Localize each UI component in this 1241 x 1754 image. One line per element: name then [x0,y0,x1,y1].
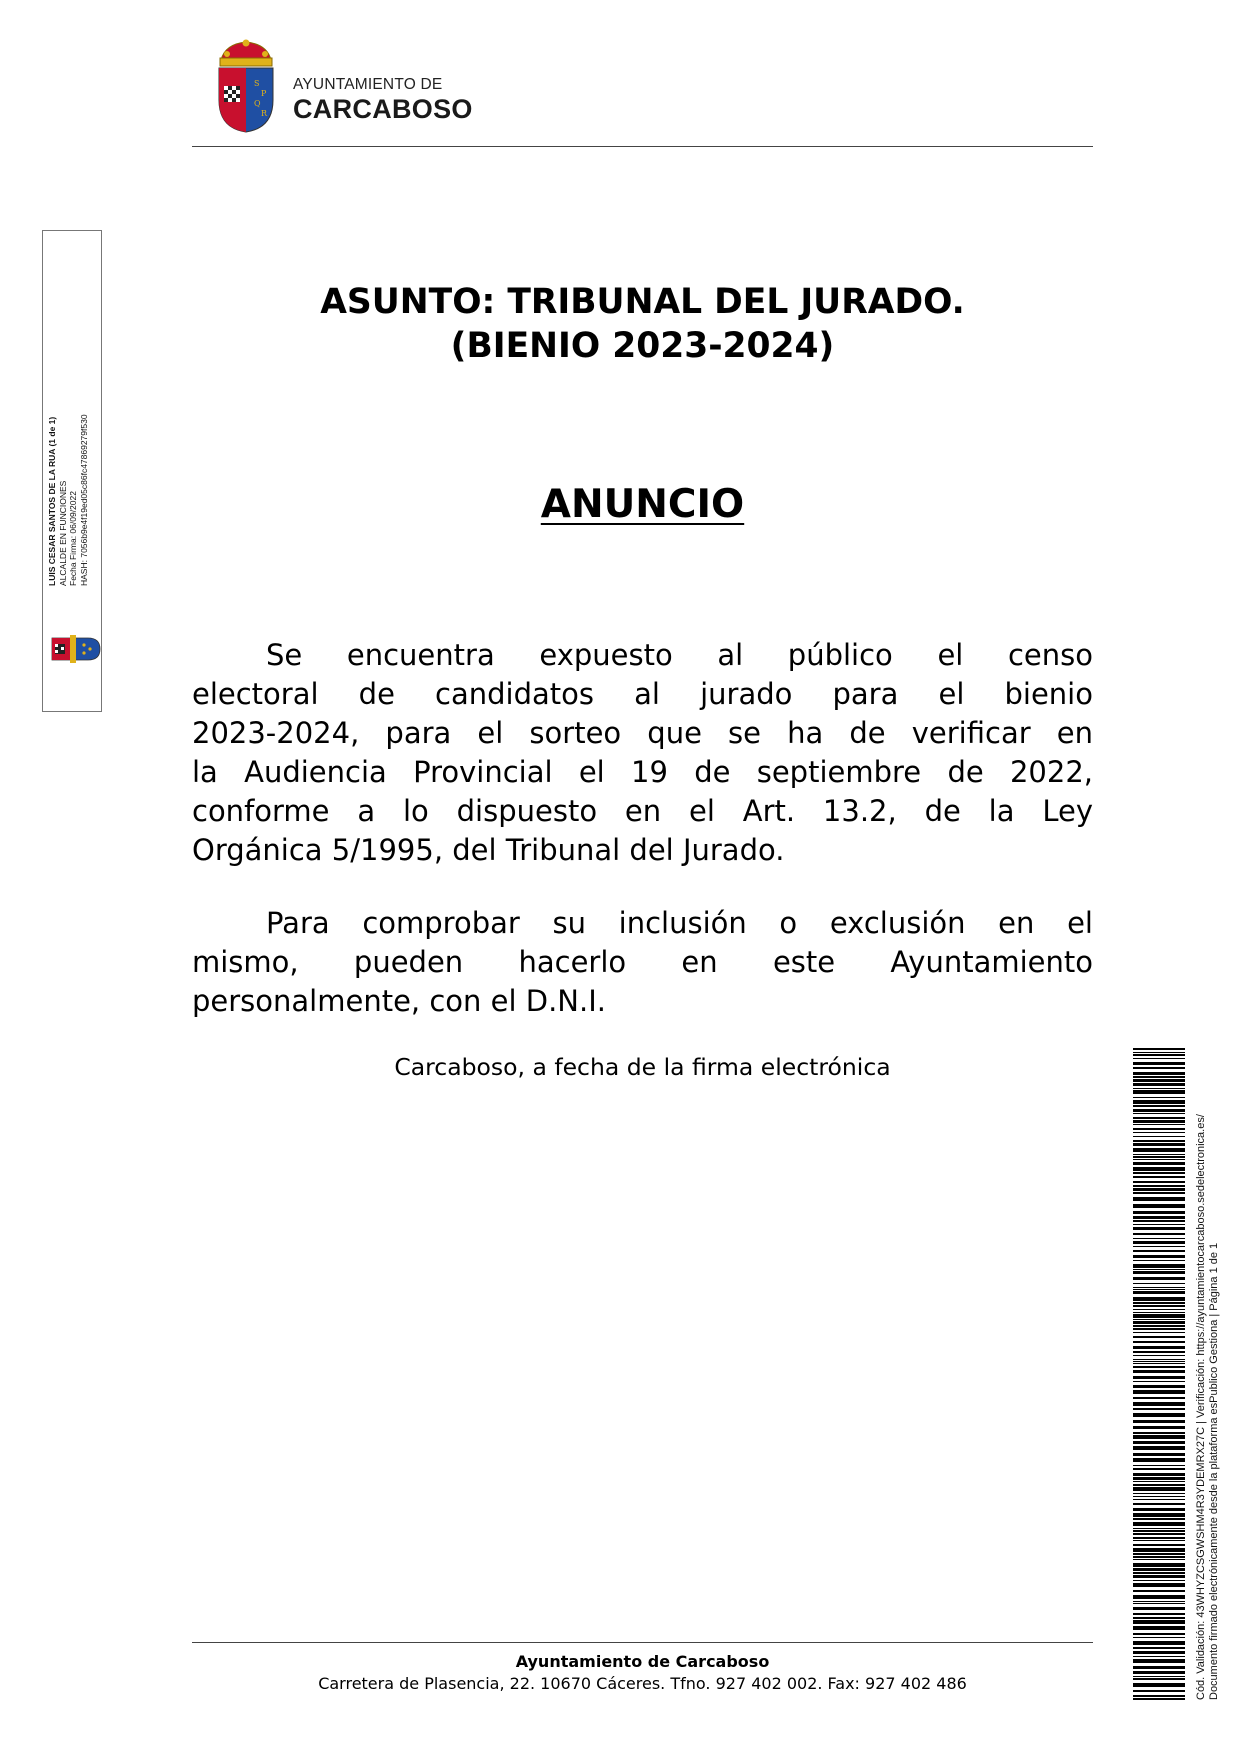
paragraph-line: Para comprobar su inclusión o exclusión en el [266,906,1093,940]
signer-role: ALCALDE EN FUNCIONES [57,480,68,586]
svg-text:S: S [254,79,260,88]
footer-address: Carretera de Plasencia, 22. 10670 Cáceres. Tfno. 927 402 002. Fax: 927 402 486 [318,1674,967,1693]
barcode-icon [1133,1048,1185,1700]
verification-text [1195,1020,1221,1700]
stamp-crest-icon [50,632,102,666]
validation-barcode [1133,1048,1185,1700]
paragraph-line: Orgánica 5/1995, del Tribunal del Jurado. [192,833,785,867]
footer-org-name: Ayuntamiento de Carcaboso [515,1652,770,1671]
paragraph-line: la Audiencia Provincial el 19 de septiembre de 2022, [192,755,1093,789]
svg-text:R: R [261,109,268,118]
verification-line1: Cód. Validación: 43WHYZCSGWSHM4R3YDEMRX27C | Verificación: https://ayuntamientocarcaboso.sedelectronica.es/ [1195,1114,1207,1700]
heading-text: ANUNCIO [540,482,745,527]
paragraph-line: electoral de candidatos al jurado para el bienio [192,677,1093,711]
signature-date: Fecha Firma: 06/09/2022 [68,491,78,586]
subject-line1: ASUNTO: TRIBUNAL DEL JURADO. [320,282,965,322]
svg-text:P: P [261,89,267,98]
verification-line2: Documento firmado electrónicamente desde la plataforma esPublico Gestiona | Página 1 de 1 [1208,1242,1220,1700]
subject-line2: (BIENIO 2023-2024) [450,326,835,366]
footer-divider [192,1642,1093,1643]
crest-icon [215,38,277,134]
paragraph-line: Se encuentra expuesto al público el censo [266,638,1093,672]
dateline: Carcaboso, a fecha de la firma electrónica [394,1053,891,1081]
paragraph-line: personalmente, con el D.N.I. [192,984,606,1018]
document-heading [192,482,1093,527]
org-line1: AYUNTAMIENTO DE [293,76,443,93]
coat-of-arms-logo [215,38,277,134]
paragraph-line: mismo, pueden hacerlo en este Ayuntamiento [192,945,1093,979]
paragraph-verification [192,904,1093,1021]
org-line2: CARCABOSO [293,94,473,124]
document-subject [192,280,1093,368]
svg-text:Q: Q [254,99,261,108]
signature-stamp-text [47,376,89,586]
header-divider [192,146,1093,147]
signature-hash: HASH: 7056b9e4f19ed05c86fc47869279f530 [78,414,89,586]
paragraph-line: conforme a lo dispuesto en el Art. 13.2, de la Ley [192,794,1093,828]
paragraph-announcement [192,636,1093,870]
signer-name: LUIS CESAR SANTOS DE LA RUA (1 de 1) [47,416,57,586]
paragraph-line: 2023-2024, para el sorteo que se ha de verificar en [192,716,1093,750]
organization-name [293,76,473,124]
